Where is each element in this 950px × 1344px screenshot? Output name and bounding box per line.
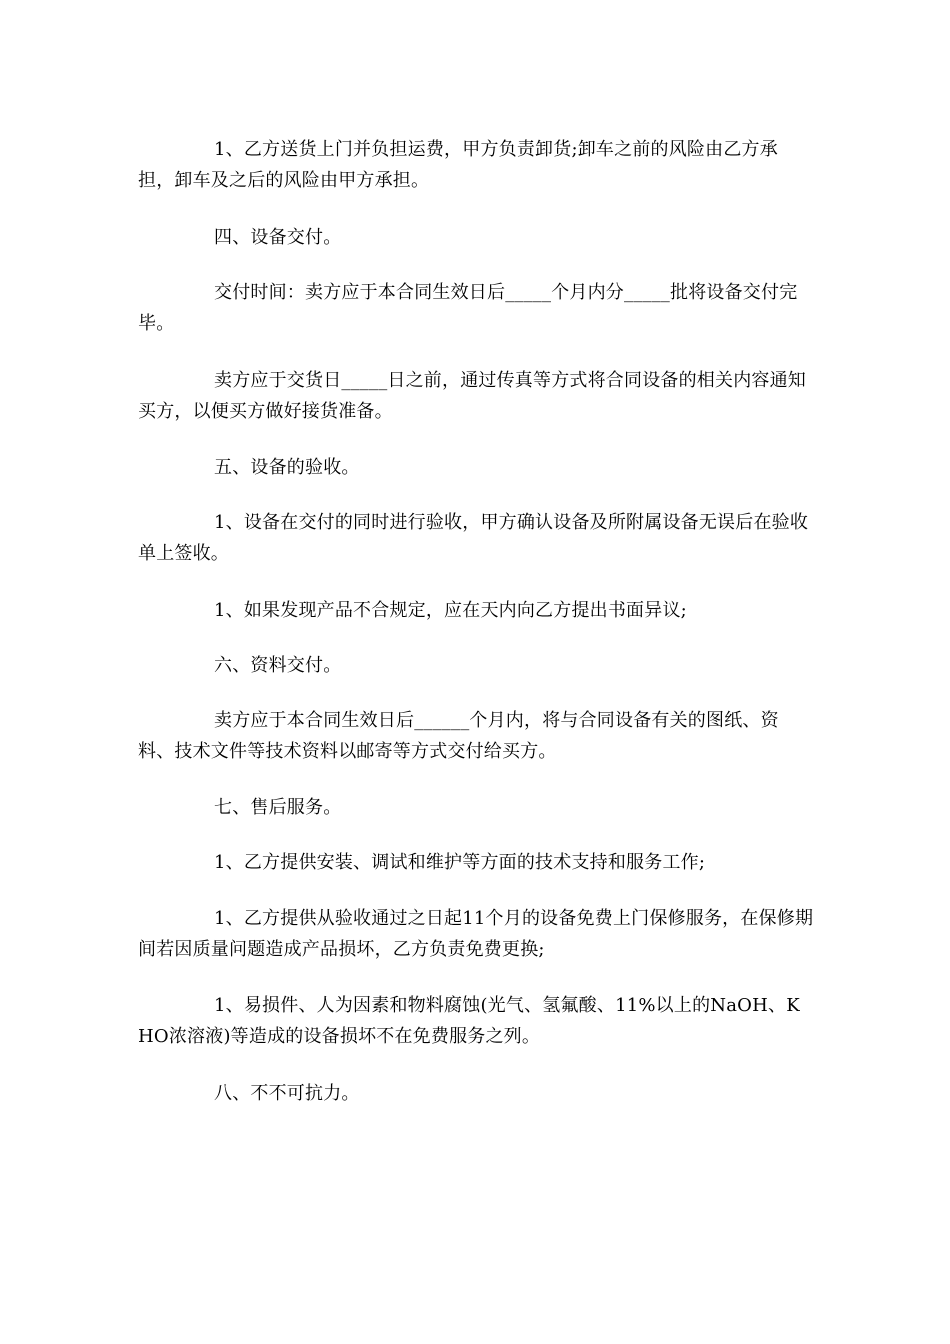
section-heading-after-sales: 七、售后服务。 xyxy=(214,797,342,818)
section-heading-documents: 六、资料交付。 xyxy=(214,655,342,676)
section-heading-force-majeure: 八、不不可抗力。 xyxy=(214,1083,360,1104)
clause-delivery-time: 交付时间：卖方应于本合同生效日后_____个月内分_____批将设备交付完毕。 xyxy=(138,282,798,334)
clause-documents-delivery: 卖方应于本合同生效日后______个月内，将与合同设备有关的图纸、资料、技术文件等技术资料以邮寄等方式交付给买方。 xyxy=(138,710,779,762)
clause-technical-support: 1、乙方提供安装、调试和维护等方面的技术支持和服务工作; xyxy=(214,852,706,873)
clause-objection: 1、如果发现产品不合规定，应在天内向乙方提出书面异议; xyxy=(214,600,687,621)
clause-delivery-notice: 卖方应于交货日_____日之前，通过传真等方式将合同设备的相关内容通知买方，以便买方做好接货准备。 xyxy=(138,370,806,422)
section-heading-equipment-delivery: 四、设备交付。 xyxy=(214,227,342,248)
clause-delivery-risk: 1、乙方送货上门并负担运费，甲方负责卸货;卸车之前的风险由乙方承担，卸车及之后的风险由甲方承担。 xyxy=(138,139,778,191)
clause-warranty-exclusions: 1、易损件、人为因素和物料腐蚀(光气、氢氟酸、11%以上的NaOH、KHO浓溶液)等造成的设备损坏不在免费服务之列。 xyxy=(138,995,800,1047)
clause-acceptance-signoff: 1、设备在交付的同时进行验收，甲方确认设备及所附属设备无误后在验收单上签收。 xyxy=(138,512,809,564)
section-heading-acceptance: 五、设备的验收。 xyxy=(214,457,360,478)
clause-warranty: 1、乙方提供从验收通过之日起11个月的设备免费上门保修服务，在保修期间若因质量问题造成产品损坏，乙方负责免费更换; xyxy=(138,908,814,960)
